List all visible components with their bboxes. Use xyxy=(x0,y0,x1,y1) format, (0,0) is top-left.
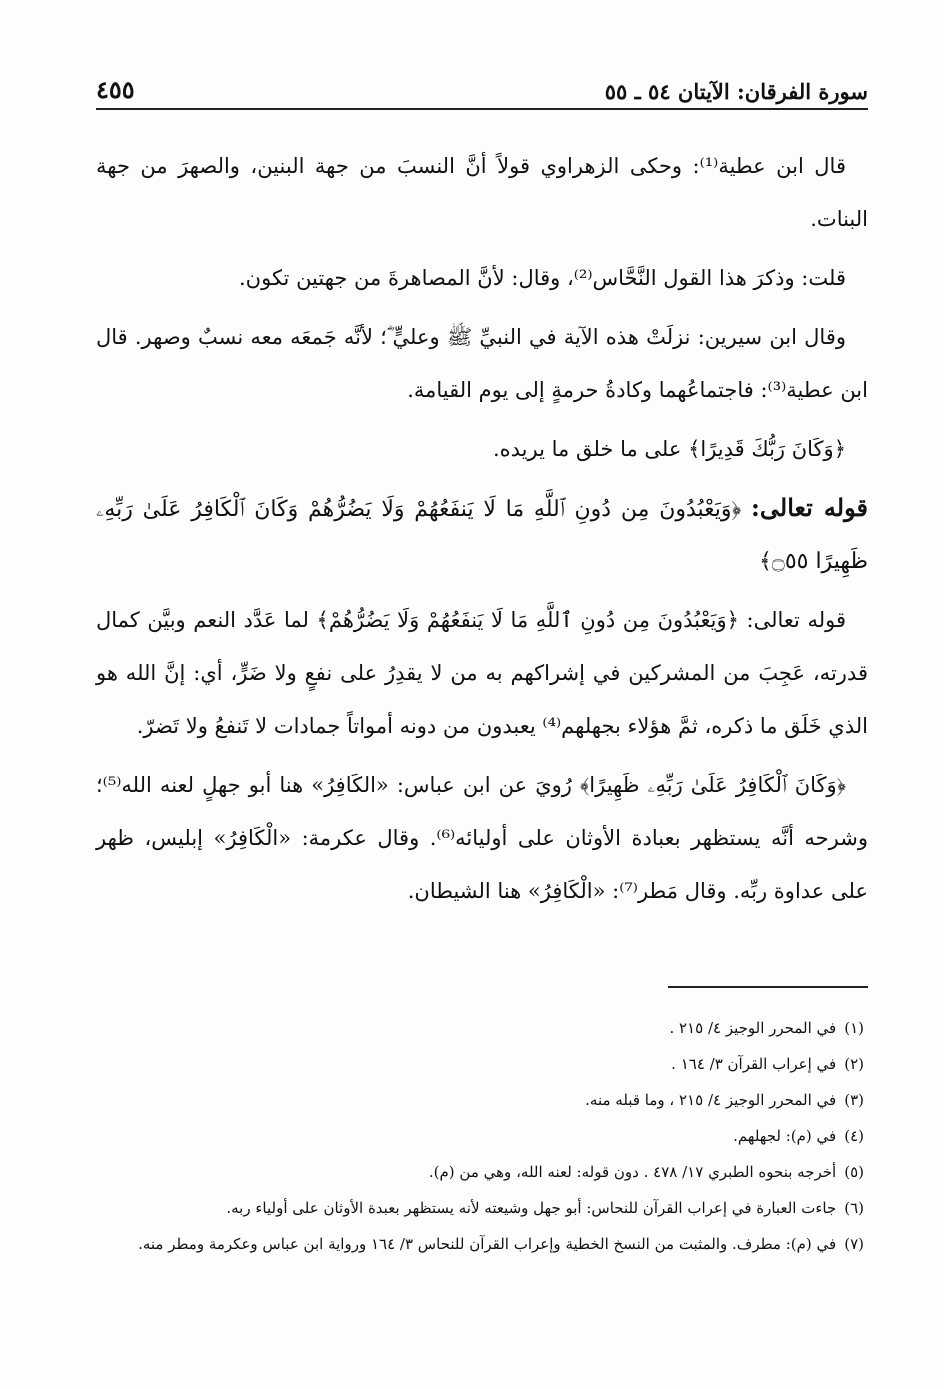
verse-heading xyxy=(96,482,868,588)
paragraph-kafir: ﴿وَكَانَ ٱلْكَافِرُ عَلَىٰ رَبِّهِۦ ظَهِيرًا﴾ رُويَ عن ابن عباس: «الكَافِرُ» هنا أبو جهلٍ لعنه الله⁽⁵⁾؛ وشرحه أنَّه يستظهر بعبادة الأوثان على أوليائه⁽⁶⁾. وقال عكرمة: «الْكَافِرُ» إبليس، ظهر على عداوة ربِّه. وقال مَطر⁽⁷⁾: «الْكَافِرُ» هنا الشيطان. xyxy=(96,773,868,903)
footnote xyxy=(96,1226,868,1262)
footnote-number: (٤) xyxy=(844,1127,864,1145)
footnote-text: في إعراب القرآن ٣/ ١٦٤ . xyxy=(671,1055,837,1073)
footnote xyxy=(96,1010,868,1046)
footnote-number: (٣) xyxy=(844,1091,864,1109)
page-header xyxy=(96,64,868,110)
footnote xyxy=(96,1046,868,1082)
footnote xyxy=(96,1082,868,1118)
footnote-text: في المحرر الوجيز ٤/ ٢١٥ . xyxy=(669,1019,837,1037)
paragraph-ibn-atiyya: قال ابن عطية⁽¹⁾: وحكى الزهراوي قولاً أنَّ النسبَ من جهة البنين، والصهرَ من جهة البنات. xyxy=(96,154,868,231)
footnote-number: (٥) xyxy=(844,1163,864,1181)
footnote-separator xyxy=(668,986,868,988)
verse-heading-label: قوله تعالى: xyxy=(751,493,868,522)
footnote-text: في (م): لجهلهم. xyxy=(733,1127,837,1145)
footnote-text: في (م): مطرف. والمثبت من النسخ الخطية وإعراب القرآن للنحاس ٣/ ١٦٤ ورواية ابن عباس وعكرمة ومطر منه. xyxy=(138,1235,837,1253)
footnote-text: في المحرر الوجيز ٤/ ٢١٥ ، وما قبله منه. xyxy=(585,1091,837,1109)
main-text xyxy=(96,140,868,924)
footnote-number: (٦) xyxy=(844,1199,864,1217)
footnote xyxy=(96,1154,868,1190)
page-number: ٤٥٥ xyxy=(96,75,135,104)
footnote xyxy=(96,1190,868,1226)
footnotes xyxy=(96,1010,868,1262)
paragraph-nahhas: قلت: وذكرَ هذا القول النَّحَّاس⁽²⁾، وقال: لأنَّ المصاهرةَ من جهتين تكون. xyxy=(239,266,846,290)
footnote xyxy=(96,1118,868,1154)
footnote-text: جاءت العبارة في إعراب القرآن للنحاس: أبو جهل وشيعته لأنه يستظهر بعبدة الأوثان على أولياء ربه. xyxy=(226,1199,837,1217)
footnote-number: (٢) xyxy=(844,1055,864,1073)
footnote-number: (١) xyxy=(844,1019,864,1037)
paragraph-ibn-sirin: وقال ابن سيرين: نزلَتْ هذه الآية في النبيِّ ﷺ وعليٍّ ؓ؛ لأنَّه جَمعَه معه نسبٌ وصهر. قال ابن عطية⁽³⁾: فاجتماعُهما وكادةُ حرمةٍ إلى يوم القيامة. xyxy=(96,325,868,402)
footnote-text: أخرجه بنحوه الطبري ١٧/ ٤٧٨ . دون قوله: لعنه الله، وهي من (م). xyxy=(428,1163,837,1181)
paragraph-qadeer: ﴿وَكَانَ رَبُّكَ قَدِيرًا﴾ على ما خلق ما يريده. xyxy=(492,437,846,461)
paragraph-commentary: قوله تعالى: ﴿وَيَعْبُدُونَ مِن دُونِ ٱللَّهِ مَا لَا يَنفَعُهُمْ وَلَا يَضُرُّهُمْ﴾ لما عَدَّد النعم وبيَّن كمال قدرته، عَجِبَ من المشركين في إشراكهم به من لا يقدِرُ على نفعٍ ولا ضَرٍّ، أي: إنَّ الله هو الذي خَلَق ما ذكره، ثمَّ هؤلاء بجهلهم⁽⁴⁾ يعبدون من دونه أمواتاً جمادات لا تَنفعُ ولا تَضرّ. xyxy=(96,608,868,738)
verse-heading-text: ﴿وَيَعْبُدُونَ مِن دُونِ ٱللَّهِ مَا لَا يَنفَعُهُمْ وَلَا يَضُرُّهُمْ وَكَانَ ٱلْكَافِرُ عَلَىٰ رَبِّهِۦ ظَهِيرًا ۝٥٥﴾ xyxy=(96,497,868,574)
running-title: سورة الفرقان: الآيتان ٥٤ ـ ٥٥ xyxy=(604,79,868,104)
footnote-number: (٧) xyxy=(844,1235,864,1253)
